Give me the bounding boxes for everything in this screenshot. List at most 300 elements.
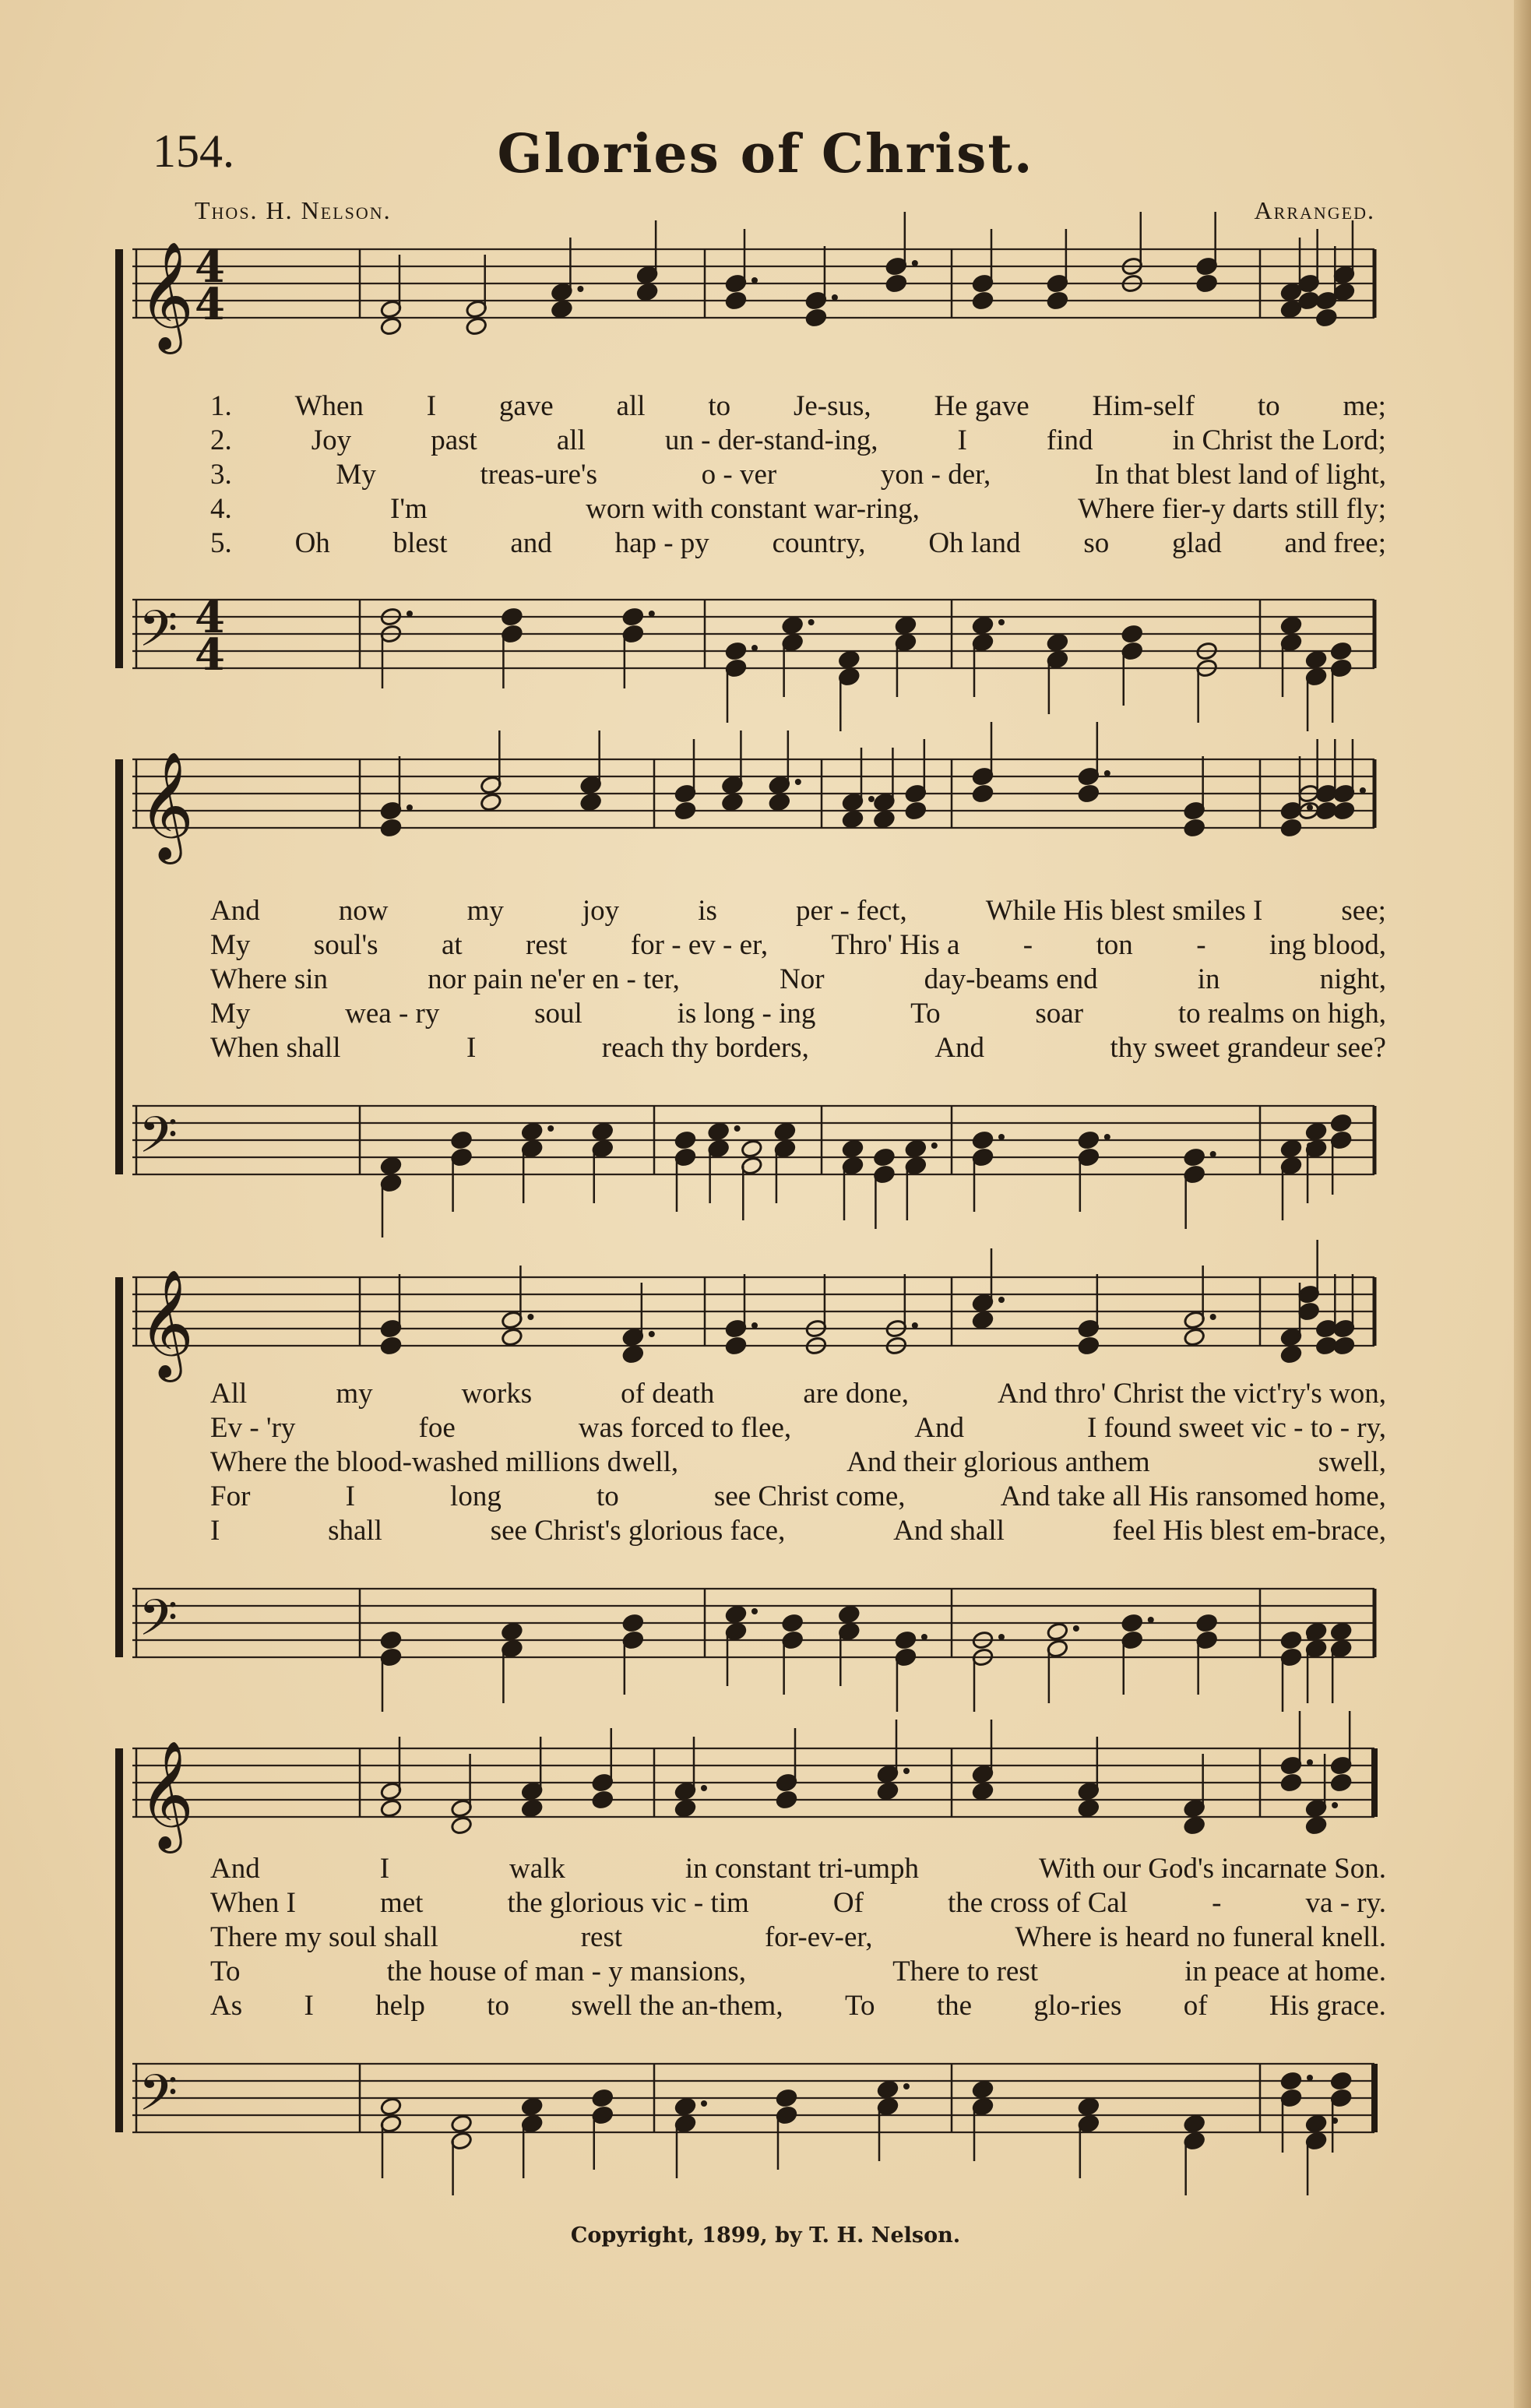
lyric-syllable: in [1197, 963, 1220, 995]
note-head [1183, 2114, 1205, 2133]
bass-clef: 𝄢 [139, 2065, 178, 2135]
lyric-syllable: is long - ing [677, 998, 816, 1030]
lyric-syllable: I [957, 424, 967, 456]
lyric-line [210, 492, 1386, 526]
note-head [480, 792, 502, 811]
note-head [1330, 2071, 1353, 2090]
note-head [1330, 1773, 1353, 1792]
treble-clef: 𝄞 [139, 752, 194, 860]
note-head [1333, 1336, 1356, 1355]
note-head [501, 607, 523, 626]
lyric-line [210, 928, 1386, 963]
lyric-syllable: nor pain ne'er en - ter, [428, 963, 680, 995]
final-bar [1371, 2064, 1378, 2132]
lyric-syllable: I [210, 1515, 220, 1547]
lyric-syllable: see Christ's glorious face, [490, 1515, 786, 1547]
note-head [1280, 1139, 1303, 1158]
note-head [1305, 650, 1328, 669]
bass-notes [380, 2071, 1353, 2195]
lyric-syllable: Je-sus, [793, 390, 871, 422]
note-head [674, 1798, 697, 1818]
lyric-syllable: joy [582, 895, 620, 927]
lyric-syllable: un - der-stand-ing, [664, 424, 878, 456]
lyric-syllable: My [210, 929, 251, 961]
hymn-number: 154. [153, 125, 234, 177]
lyric-syllable: to [596, 1480, 619, 1512]
lyric-syllable: at [441, 929, 463, 961]
note-head [1047, 1621, 1069, 1641]
lyric-syllable: And [914, 1412, 964, 1444]
lyric-syllable: long [450, 1480, 502, 1512]
lyric-line [210, 1886, 1386, 1920]
lyric-syllable: And [210, 895, 260, 927]
note-head [885, 273, 907, 293]
note-head [591, 2088, 614, 2107]
lyric-syllable: was forced to flee, [578, 1412, 792, 1444]
lyric-syllable: all [616, 390, 646, 422]
lyric-line [210, 1480, 1386, 1514]
note-head [1077, 2096, 1100, 2116]
note-head [621, 1613, 644, 1632]
lyric-syllable: And [934, 1032, 985, 1064]
note-head [1195, 273, 1218, 293]
bass-staff [132, 1589, 1374, 1660]
dot [527, 1314, 533, 1320]
dot [649, 611, 655, 617]
dot [931, 1142, 938, 1149]
lyric-syllable: glad [1172, 527, 1222, 559]
note-head [972, 1781, 994, 1801]
note-head [877, 2079, 899, 2099]
note-head [972, 1310, 994, 1329]
note-head [621, 607, 644, 626]
lyric-line [210, 424, 1386, 458]
lyric-syllable: And thro' Christ the vict'ry's won, [998, 1378, 1386, 1410]
lyric-line [210, 963, 1386, 997]
dot [998, 1134, 1005, 1140]
lyric-line [210, 1031, 1386, 1065]
note-head [450, 1130, 473, 1149]
note-head [873, 809, 896, 829]
note-head [877, 1781, 899, 1801]
lyric-syllable: day-beams end [924, 963, 1098, 995]
lyric-syllable: Him-self [1092, 390, 1195, 422]
dot [1307, 1759, 1313, 1766]
treble-staff [132, 241, 1374, 354]
lyric-syllable: and free; [1284, 527, 1386, 559]
dot [1148, 1617, 1154, 1623]
note-head [521, 1121, 544, 1141]
lyric-syllable: to [487, 1990, 509, 2022]
lyric-line [210, 1989, 1386, 2023]
treble-notes [380, 722, 1366, 838]
bass-clef: 𝄢 [139, 1589, 178, 1660]
lyric-syllable: - [1022, 929, 1033, 961]
lyric-syllable: so [1083, 527, 1110, 559]
dot [751, 1608, 758, 1614]
system-brace [115, 759, 123, 1174]
time-signature-bottom: 4 [195, 629, 225, 681]
lyric-line [210, 1852, 1386, 1886]
system-brace [115, 1277, 123, 1657]
dot [1210, 1314, 1216, 1320]
note-head [1280, 1773, 1303, 1792]
note-head [725, 1336, 748, 1355]
lyric-syllable: - [1196, 929, 1206, 961]
note-head [1195, 1613, 1218, 1632]
note-head [450, 2114, 473, 2133]
note-head [380, 1630, 403, 1649]
dot [1104, 770, 1110, 776]
lyric-syllable: Of [832, 1887, 864, 1919]
note-head [972, 615, 994, 635]
note-head [551, 299, 573, 319]
dot [751, 1322, 758, 1329]
note-head [380, 818, 403, 837]
note-head [895, 1630, 917, 1649]
note-head [781, 1613, 804, 1632]
dot [832, 294, 838, 301]
lyric-syllable: As [210, 1990, 243, 2022]
note-head [1330, 1621, 1353, 1641]
dot [912, 260, 918, 266]
note-head [1330, 641, 1353, 660]
lyric-syllable: met [379, 1887, 424, 1919]
lyric-syllable: To [910, 998, 941, 1030]
note-head [1121, 1613, 1143, 1632]
lyric-line [210, 526, 1386, 561]
lyric-line [210, 1411, 1386, 1445]
lyric-syllable: to realms on high, [1177, 998, 1386, 1030]
lyric-syllable: ing blood, [1269, 929, 1386, 961]
lyric-line [210, 1377, 1386, 1411]
note-head [501, 1327, 523, 1347]
lyric-syllable: Where sin [210, 963, 329, 995]
lyric-syllable: and [510, 527, 552, 559]
note-head [842, 1139, 864, 1158]
lyric-syllable: swell, [1318, 1446, 1386, 1478]
note-head [1077, 1798, 1100, 1818]
lyric-syllable: va - ry. [1305, 1887, 1386, 1919]
lyric-syllable: My [336, 459, 376, 491]
lyrics-block-3 [210, 1377, 1386, 1548]
dot [751, 645, 758, 651]
lyric-syllable: I [426, 390, 437, 422]
note-head [1121, 624, 1143, 643]
lyric-line [210, 1920, 1386, 1955]
note-head [725, 1604, 748, 1624]
dot [1332, 1802, 1338, 1808]
lyric-syllable: In that blest land of light, [1094, 459, 1386, 491]
lyric-syllable: Thro' His a [831, 929, 960, 961]
note-head [1047, 290, 1069, 310]
note-head [781, 615, 804, 635]
dot [701, 2100, 707, 2107]
dot [734, 1125, 741, 1132]
lyric-syllable: o - ver [701, 459, 777, 491]
dot [912, 1322, 918, 1329]
copyright-notice: Copyright, 1899, by T. H. Nelson. [570, 2223, 961, 2248]
treble-clef: 𝄞 [139, 1741, 194, 1849]
note-head [380, 1156, 403, 1175]
note-head [838, 1604, 861, 1624]
note-head [776, 2088, 798, 2107]
time-signature-top: 4 [195, 592, 225, 643]
note-head [1305, 1815, 1328, 1835]
lyrics-block-1 [210, 389, 1386, 561]
dot [903, 1768, 910, 1774]
dot [1307, 2075, 1313, 2081]
note-head [972, 2079, 994, 2099]
lyric-syllable: of death [621, 1378, 715, 1410]
lyric-syllable: find [1046, 424, 1093, 456]
note-head [1280, 615, 1303, 635]
lyric-syllable: reach thy borders, [601, 1032, 809, 1064]
note-head [972, 783, 994, 803]
note-head [380, 2096, 403, 2116]
lyric-syllable: With our God's incarnate Son. [1038, 1853, 1386, 1885]
lyric-syllable: soul's [313, 929, 378, 961]
time-signature-bottom: 4 [195, 279, 225, 330]
lyric-syllable: country, [772, 527, 866, 559]
lyric-syllable: gave [498, 390, 554, 422]
lyric-syllable: in peace at home. [1184, 1956, 1386, 1987]
lyric-syllable: soul [534, 998, 582, 1030]
note-head [707, 1121, 730, 1141]
lyric-syllable: And shall [893, 1515, 1005, 1547]
lyric-syllable: My [210, 998, 251, 1030]
lyric-syllable: Joy [311, 424, 352, 456]
note-head [621, 1344, 644, 1364]
lyric-syllable: When I [210, 1887, 296, 1919]
note-head [895, 615, 917, 635]
dot [1104, 1134, 1110, 1140]
dot [701, 1785, 707, 1791]
system-brace [115, 249, 123, 668]
note-head [521, 1798, 544, 1818]
lyric-syllable: There to rest [892, 1956, 1039, 1987]
lyric-syllable: When [294, 390, 364, 422]
dot [808, 619, 815, 625]
note-head [501, 1621, 523, 1641]
lyric-syllable: per - fect, [795, 895, 907, 927]
lyric-line [210, 1955, 1386, 1989]
note-head [674, 2096, 697, 2116]
lyric-line [210, 1514, 1386, 1548]
lyric-syllable: feel His blest em-brace, [1112, 1515, 1386, 1547]
dot [998, 1634, 1005, 1640]
lyric-syllable: Where is heard no funeral knell. [1015, 1921, 1386, 1953]
note-head [1330, 1113, 1353, 1132]
lyric-syllable: Ev - 'ry [210, 1412, 296, 1444]
lyric-syllable: swell the an-them, [571, 1990, 783, 2022]
lyric-syllable: Where fier-y darts still fly; [1078, 493, 1386, 525]
lyric-syllable: to [708, 390, 731, 422]
lyric-syllable: 5. [210, 527, 232, 559]
lyric-syllable: While His blest smiles I [985, 895, 1263, 927]
note-head [805, 308, 828, 327]
lyric-syllable: the house of man - y mansions, [386, 1956, 746, 1987]
note-head [1183, 818, 1205, 837]
note-head [450, 1815, 473, 1835]
note-head [1077, 783, 1100, 803]
lyric-line [210, 389, 1386, 424]
lyric-syllable: Where the blood-washed millions dwell, [210, 1446, 679, 1478]
note-head [873, 1147, 896, 1167]
lyrics-block-2 [210, 894, 1386, 1065]
lyric-syllable: 1. [210, 390, 232, 422]
lyric-line [210, 997, 1386, 1031]
lyric-syllable: wea - ry [345, 998, 440, 1030]
dot [998, 619, 1005, 625]
lyric-syllable: me; [1343, 390, 1386, 422]
lyric-syllable: shall [328, 1515, 382, 1547]
lyric-syllable: I found sweet vic - to - ry, [1087, 1412, 1386, 1444]
lyric-syllable: And take all His ransomed home, [1000, 1480, 1386, 1512]
lyric-syllable: And their glorious anthem [846, 1446, 1150, 1478]
dot [1210, 1151, 1216, 1157]
lyric-syllable: now [338, 895, 389, 927]
note-head [674, 801, 697, 820]
lyric-syllable: 2. [210, 424, 232, 456]
lyric-syllable: 4. [210, 493, 232, 525]
lyric-line [210, 1445, 1386, 1480]
lyric-syllable: To [210, 1956, 241, 1987]
lyric-syllable: Nor [779, 963, 825, 995]
note-head [380, 316, 403, 336]
lyric-syllable: I [466, 1032, 477, 1064]
lyric-syllable: see Christ come, [713, 1480, 906, 1512]
dot [1307, 804, 1313, 811]
hymn-title: Glories of Christ. [497, 123, 1034, 185]
treble-clef: 𝄞 [139, 241, 194, 350]
lyric-syllable: worn with constant war-ring, [586, 493, 920, 525]
note-head [904, 801, 927, 820]
lyric-syllable: I'm [390, 493, 428, 525]
lyric-syllable: night, [1319, 963, 1386, 995]
note-head [674, 1130, 697, 1149]
lyric-syllable: I [345, 1480, 355, 1512]
note-head [1280, 1630, 1303, 1649]
note-head [579, 792, 602, 811]
note-head [1183, 1327, 1205, 1347]
lyric-syllable: Oh land [928, 527, 1021, 559]
lyric-syllable: thy sweet grandeur see? [1110, 1032, 1386, 1064]
dot [998, 1297, 1005, 1303]
note-head [1280, 2071, 1303, 2090]
lyric-syllable: foe [418, 1412, 456, 1444]
bass-clef: 𝄢 [139, 600, 178, 671]
lyric-syllable: the glorious vic - tim [507, 1887, 749, 1919]
system-brace [115, 1748, 123, 2132]
lyric-line [210, 458, 1386, 492]
note-head [1183, 1815, 1205, 1835]
note-head [725, 290, 748, 310]
bass-clef: 𝄢 [139, 1107, 178, 1177]
lyric-syllable: is [698, 895, 717, 927]
lyric-syllable: are done, [803, 1378, 909, 1410]
lyric-syllable: All [210, 1378, 248, 1410]
lyric-syllable: Oh [294, 527, 330, 559]
dot [751, 277, 758, 283]
lyric-syllable: There my soul shall [210, 1921, 438, 1953]
lyric-syllable: To [844, 1990, 875, 2022]
note-head [1305, 1121, 1328, 1141]
dot [903, 2083, 910, 2089]
lyric-syllable: the [936, 1990, 973, 2022]
lyric-syllable: And [210, 1853, 260, 1885]
note-head [776, 1790, 798, 1809]
lyric-syllable: hap - py [614, 527, 709, 559]
lyric-syllable: 3. [210, 459, 232, 491]
lyric-syllable: rest [580, 1921, 623, 1953]
time-signature-top: 4 [195, 241, 225, 293]
note-head [521, 2096, 544, 2116]
hymn-author: Thos. H. Nelson. [195, 196, 392, 224]
lyric-syllable: my [466, 895, 504, 927]
lyric-syllable: soar [1035, 998, 1084, 1030]
note-head [1183, 1147, 1205, 1167]
note-head [741, 1139, 763, 1158]
note-head [465, 316, 487, 336]
note-head [380, 1798, 403, 1818]
dot [795, 779, 801, 785]
note-head [725, 641, 748, 660]
treble-staff [132, 1741, 1374, 1854]
note-head [838, 650, 861, 669]
lyric-syllable: works [461, 1378, 533, 1410]
lyric-syllable: past [431, 424, 477, 456]
lyric-syllable: blest [392, 527, 448, 559]
note-head [721, 792, 744, 811]
dot [868, 796, 875, 802]
hymn-arranger: Arranged. [1254, 196, 1375, 224]
lyric-syllable: in constant tri-umph [685, 1853, 919, 1885]
note-head [1315, 308, 1338, 327]
dot [407, 611, 413, 617]
lyric-syllable: rest [526, 929, 568, 961]
note-head [1280, 1344, 1303, 1364]
dot [407, 804, 413, 811]
note-head [972, 1130, 994, 1149]
note-head [1077, 1130, 1100, 1149]
final-bar [1371, 1748, 1378, 1817]
dot [1360, 787, 1366, 794]
note-head [768, 792, 790, 811]
dot [577, 286, 583, 292]
lyric-syllable: For [210, 1480, 251, 1512]
note-head [774, 1121, 797, 1141]
lyric-syllable: for - ev - er, [630, 929, 769, 961]
bass-staff [132, 592, 1374, 681]
note-head [842, 809, 864, 829]
note-head [1077, 1336, 1100, 1355]
note-head [591, 1790, 614, 1809]
lyric-syllable: for-ev-er, [764, 1921, 873, 1953]
note-head [1297, 1301, 1320, 1321]
lyrics-block-4 [210, 1852, 1386, 2023]
dot [921, 1634, 927, 1640]
lyric-syllable: When shall [210, 1032, 341, 1064]
lyric-syllable: treas-ure's [480, 459, 597, 491]
lyric-syllable: of [1183, 1990, 1208, 2022]
note-head [1305, 2114, 1328, 2133]
lyric-syllable: all [556, 424, 586, 456]
note-head [591, 1121, 614, 1141]
note-head [972, 290, 994, 310]
lyric-syllable: walk [509, 1853, 565, 1885]
lyric-syllable: to [1257, 390, 1280, 422]
